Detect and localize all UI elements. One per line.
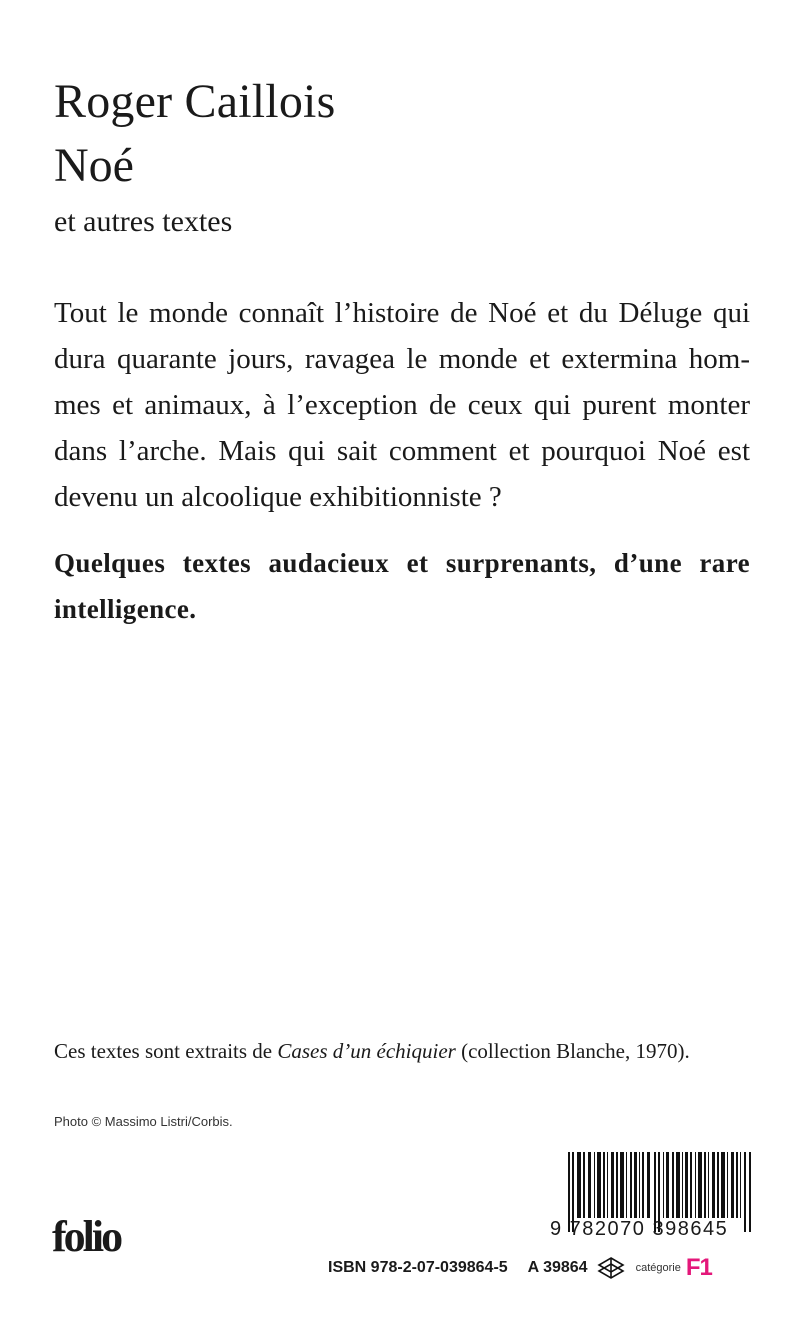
- source-work-title: Cases d’un échiquier: [277, 1039, 456, 1063]
- category-label: catégorie: [635, 1262, 681, 1274]
- tagline: [54, 540, 750, 632]
- category-code: F1: [685, 1254, 712, 1281]
- blurb-line: dura quarante jours, ravagea le monde et extermina hom-: [54, 343, 750, 375]
- book-subtitle: et autres textes: [54, 205, 233, 238]
- tagline-line: intelligence.: [54, 594, 197, 624]
- blurb-line: dans l’arche. Mais qui sait comment et pourquoi Noé est: [54, 435, 750, 467]
- photo-credit: Photo © Massimo Listri/Corbis.: [54, 1114, 233, 1129]
- product-code: A 39864: [527, 1259, 588, 1276]
- blurb-paragraph: [54, 290, 750, 520]
- isbn-line: [328, 1254, 712, 1282]
- book-title: Noé: [54, 139, 134, 192]
- gallimard-emblem-icon: [596, 1255, 626, 1281]
- blurb-line: Tout le monde connaît l’histoire de Noé et du Déluge qui: [54, 297, 750, 329]
- source-note-prefix: Ces textes sont extraits de: [54, 1039, 278, 1063]
- blurb-line: mes et animaux, à l’exception de ceux qui purent monter: [54, 389, 750, 421]
- source-note-suffix: (collection Blanche, 1970).: [455, 1039, 690, 1063]
- isbn: ISBN 978-2-07-039864-5: [328, 1259, 508, 1276]
- source-note: [54, 1036, 690, 1066]
- tagline-line: Quelques textes audacieux et surprenants, d’une rare: [54, 548, 750, 578]
- folio-logo: folio: [52, 1212, 121, 1261]
- barcode-digits: 9 782070 398645: [550, 1218, 729, 1240]
- blurb-line: devenu un alcoolique exhibitionniste ?: [54, 481, 502, 513]
- author-name: Roger Caillois: [54, 75, 336, 128]
